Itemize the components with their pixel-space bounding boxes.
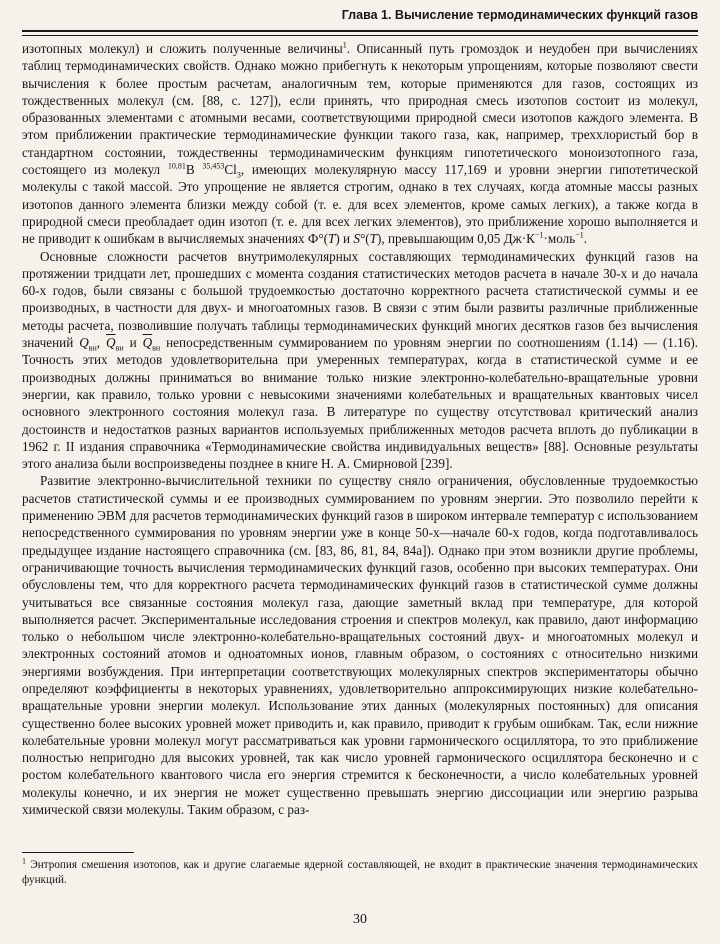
mole-exponent: −1 (575, 230, 584, 240)
entropy-var: S (353, 231, 360, 247)
chlorine-subscript: 3 (236, 170, 241, 180)
body-text (22, 40, 698, 818)
running-header: Глава 1. Вычисление термодинамических функций газов (341, 8, 698, 22)
p1-text-g: ·моль (543, 231, 576, 247)
isotope-mass-boron: 10,81 (167, 161, 186, 171)
temperature-var: T (369, 231, 377, 247)
p1-text-a: изотопных молекул) и сложить полученные величины (22, 41, 343, 56)
p1-text-c: , имеющих молекулярную массу 117,169 и уровни энергии гипотетической молекулы с такой массой. Это упрощение не является строгим, однако в тех случаях, когда атомные массы разных изотопов данного элемента близки между собой (т. е. для всех элементов, кроме самых легких), а также когда в природной смеси преобладает один изотоп (т. е. для всех легких элементов), это приближение хорошо выполняется и не приводит к ошибкам в вычисляемых значениях Ф°( (22, 162, 699, 247)
header-rule-thick (22, 30, 698, 32)
partition-sum-subscript: вн (152, 343, 161, 353)
footnote (22, 858, 698, 887)
p2-text-b: непосредственным суммированием по уровням энергии по соотношениям (1.14) — (1.16). Точность этих методов удовлетворительна при умеренных температурах, когда в статистической сумме и ее производных должны приниматься во внимание только низкие электронно-колебательно-вращательные уровни энергии, как правило, только уровни с невысокими значениями колебательных и вращательных квантовых чисел основного электронного состояния молекул газа. В литературе по существу отсутствовал критический анализ достоинств и недостатков разных вариантов используемых приближенных методов расчета вплоть до публикации в 1962 г. II издания справочника «Термодинамические свойства индивидуальных веществ» [88]. Основные результаты этого анализа были воспроизведены позднее в книге Н. А. Смирновой [239]. (22, 335, 699, 472)
header-rule-thin (22, 35, 698, 36)
partition-sum-subscript: вн (115, 343, 124, 353)
isotope-mass-chlorine: 35,453 (202, 161, 225, 171)
paragraph-1 (22, 40, 698, 248)
p1-text-e: °( (359, 231, 370, 247)
footnote-text: Энтропия смешения изотопов, как и другие слагаемые ядерной составляющей, не входит в практические значения термодинамических функций. (22, 859, 698, 886)
footnote-rule (22, 852, 134, 853)
p1-text-d: ) и (335, 231, 354, 247)
p2-separator: и (123, 335, 143, 351)
p2-text-a: Основные сложности расчетов внутримолекулярных составляющих термодинамических функций газов на протяжении тридцати лет, прошедших с момента создания статистических методов расчета в начале 30-х и до начала 60-х годов, были связаны с большой трудоемкостью достаточно корректного расчета статистической суммы и ее производных, в частности для двух- и многоатомных газов. В связи с этим были развиты различные приближенные методы расчета, позволившие получать таблицы термодинамических функций многих десятков газов без вычисления значений (22, 248, 698, 351)
page-number: 30 (353, 912, 367, 927)
paragraph-2 (22, 248, 698, 473)
p1-text-b: . Описанный путь громоздок и неудобен при вычислениях таблиц термодинамических свойств. Однако можно прибегнуть к некоторым упрощениям, которые позволяют свести вычисления к более простым расчетам, аналогичным тем, которые применяются для газов, состоящих из тождественных молекул (см. [88, с. 127]), если принять, что природная смесь изотопов состоит из молекул, образованных элементами с атомными весами, соответствующими природной смеси изотопов каждого элемента. В этом приближении практические термодинамические функции такого газа, как, например, треххлористый бор в стандартном состоянии, тождественны термодинамическим функциям гипотетического моноизотопного газа, состоящего из молекул (22, 41, 698, 178)
p1-text-h: . (583, 231, 588, 247)
chlorine-symbol: Cl (224, 162, 237, 178)
paragraph-3: Развитие электронно-вычислительной техники по существу сняло ограничения, обусловленные трудоемкостью расчетов статистической суммы и ее производных суммированием по уровням энергии. Это позволило перейти к применению ЭВМ для расчетов термодинамических функций газов в широком интервале температур с использованием непосредственного суммирования по уровням энергии уже в конце 50-х—начале 60-х годов, когда подготавливалось предыдущее издание настоящего справочника (см. [83, 86, 81, 84, 84а]). Однако при этом возникли другие проблемы, ограничивающие точность вычисления термодинамических функций газов, особенно при высоких температурах. Они обусловлены тем, что для корректного расчета термодинамических функций газов в статистической сумме должны учитываться все связанные состояния молекул газа, дающие заметный вклад при температуре, для которой выполняется расчет. Экспериментальные исследования строения и спектров молекул, как правило, дают информацию только о небольшом числе электронно-колебательно-вращательных состояний двух- и многоатомных молекул и электронных состояний атомов и одноатомных ионов, главным образом, о состояниях с относительно низкими энергиями возбуждения. При интерпретации соответствующих молекулярных спектров экспериментаторы обычно определяют коэффициенты в некоторых уравнениях, удовлетворительно аппроксимирующих низкие колебательно-вращательные уровни энергии молекул. Использование этих данных (молекулярных постоянных) для описания существенно более высоких уровней может приводить и, как правило, приводит к грубым ошибкам. Так, если нижние колебательные уровни молекул могут рассматриваться как уровни гармонического осциллятора, то это приближение полностью непригодно для высоких уровней, так как число уровней гармонического осциллятора бесконечно и с ростом колебательного квантового числа его энергия стремится к бесконечности, а число колебательных уровней молекулы конечно, и их энергия не может существенно превышать энергию диссоциации или энергию разрыва химической связи молекулы. Таким образом, с раз- (22, 473, 698, 818)
footnote-mark: 1 (22, 856, 26, 866)
kelvin-exponent: −1 (534, 230, 544, 240)
partition-sum-derivative-1: $\overline{Q}$ (106, 335, 116, 351)
footnote-ref-1: 1 (342, 40, 347, 50)
partition-sum-symbol: Q (79, 335, 89, 351)
p2-separator: , (96, 335, 107, 351)
boron-symbol: B (185, 162, 203, 178)
partition-sum-derivative-2: $\overline{Q}$ (142, 335, 153, 351)
p1-text-f: ), превышающим 0,05 Дж·К (377, 231, 535, 247)
partition-sum-subscript: вн (88, 343, 97, 353)
temperature-var: T (328, 231, 336, 247)
